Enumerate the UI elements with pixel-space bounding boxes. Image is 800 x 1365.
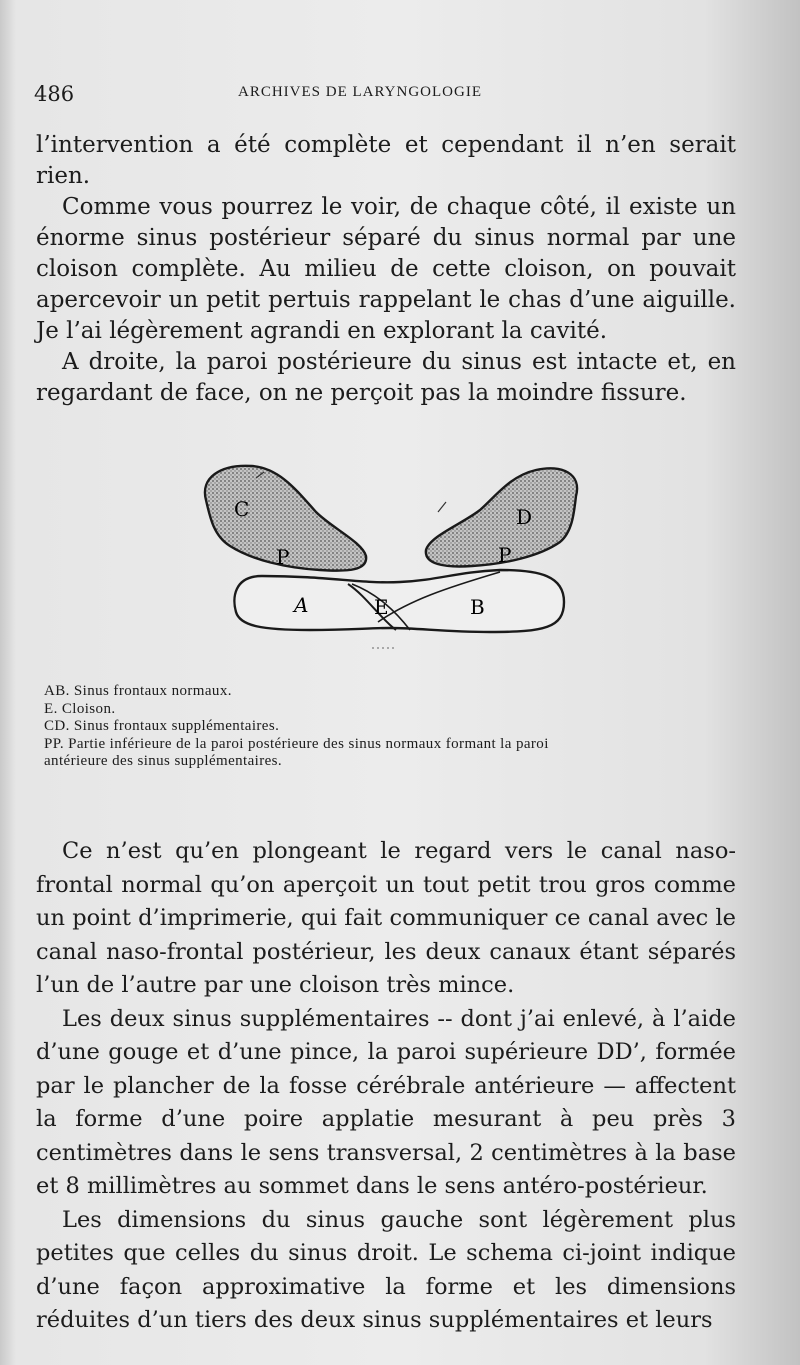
sinus-diagram bbox=[200, 460, 595, 660]
bottom-text bbox=[36, 835, 736, 1338]
page-header bbox=[34, 78, 734, 108]
label-p-left: P bbox=[276, 545, 290, 569]
label-d: D bbox=[516, 505, 533, 529]
figure-caption bbox=[44, 683, 744, 771]
paragraph: Les dimensions du sinus gauche sont légèrement plus petites que celles du sinus droit. Le schema ci-joint indique d’une façon approximative la forme et les dimensions réduites d’un tiers des deux sinus supplémentaires et leurs bbox=[36, 1206, 736, 1333]
running-title: ARCHIVES DE LARYNGOLOGIE bbox=[238, 84, 482, 100]
paragraph: Les deux sinus supplémentaires -- dont j’ai enlevé, à l’aide d’une gouge et d’une pince, la paroi supérieure DD’, formée par le plancher de la fosse cérébrale antérieure — affectent la forme d’une poire applatie mesurant à peu près 3 centimètres dans le sens transversal, 2 centimètres à la base et 8 millimètres au sommet dans le sens antéro-postérieur. bbox=[36, 1005, 736, 1199]
caption-line: PP. Partie inférieure de la paroi postérieure des sinus normaux formant la paroi bbox=[44, 735, 549, 752]
sinus-ab-outline bbox=[234, 570, 564, 632]
top-text bbox=[36, 130, 736, 409]
caption-line: CD. Sinus frontaux supplémentaires. bbox=[44, 718, 280, 734]
paragraph: Comme vous pourrez le voir, de chaque côté, il existe un énorme sinus postérieur séparé du sinus normal par une cloison complète. Au milieu de cette cloison, on pouvait apercevoir un petit pertuis rappelant le chas d’une aiguille. Je l’ai légèrement agrandi en explorant la cavité. bbox=[36, 194, 736, 344]
label-a: A bbox=[294, 593, 309, 617]
page-number: 486 bbox=[34, 82, 75, 106]
caption-line: AB. Sinus frontaux normaux. bbox=[44, 683, 232, 699]
label-e: E bbox=[374, 595, 389, 619]
caption-line: E. Cloison. bbox=[44, 700, 116, 717]
label-p-right: P bbox=[498, 543, 512, 567]
paragraph: Ce n’est qu’en plongeant le regard vers le canal naso-frontal normal qu’on aperçoit un tout petit trou gros comme un point d’imprimerie, qui fait communiquer ce canal avec le canal naso-frontal postérieur, les deux canaux étant séparés l’un de l’autre par une cloison très mince. bbox=[36, 838, 736, 998]
label-c: C bbox=[234, 497, 250, 521]
caption-line: antérieure des sinus supplémentaires. bbox=[44, 753, 283, 769]
paragraph: A droite, la paroi postérieure du sinus est intacte et, en regardant de face, on ne perçoit pas la moindre fissure. bbox=[36, 349, 736, 406]
paragraph: l’intervention a été complète et cependant il n’en serait rien. bbox=[36, 132, 736, 189]
label-b: B bbox=[470, 595, 485, 619]
